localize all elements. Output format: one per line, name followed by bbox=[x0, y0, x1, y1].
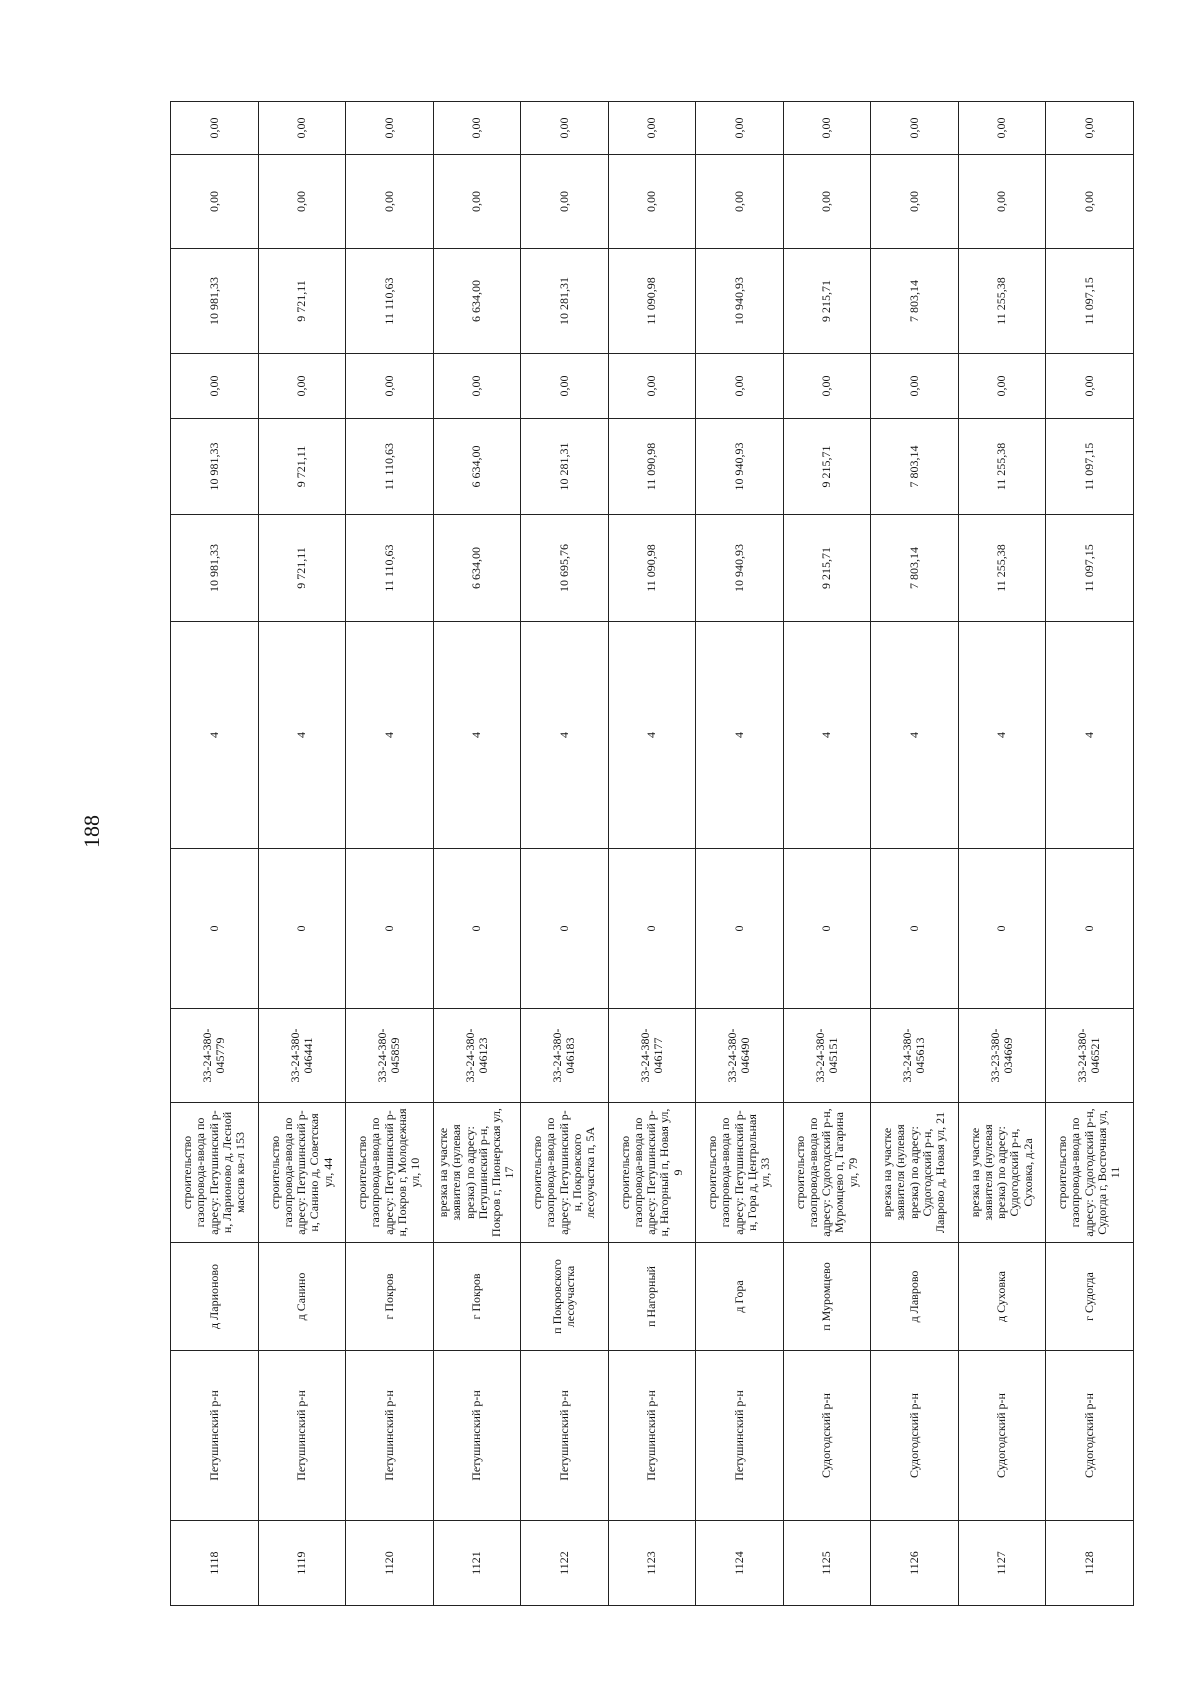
description-cell: строительство газопровода-ввода по адресу: Петушинский р-н, Ларионово д, Лесной массив кв-л 153 bbox=[171, 1103, 259, 1243]
locality-cell: д Лаврово bbox=[871, 1243, 959, 1351]
row-number-cell: 1122 bbox=[521, 1521, 609, 1606]
amount-cell: 0,00 bbox=[958, 354, 1046, 419]
amount-cell: 9 721,11 bbox=[258, 249, 346, 354]
amount-cell: 10 981,33 bbox=[171, 515, 259, 622]
amount-cell: 0,00 bbox=[171, 155, 259, 249]
amount-cell: 9 215,71 bbox=[783, 419, 871, 515]
row-number-cell: 1127 bbox=[958, 1521, 1046, 1606]
amount-cell: 0,00 bbox=[696, 102, 784, 155]
value-cell: 4 bbox=[521, 622, 609, 849]
value-cell: 4 bbox=[433, 622, 521, 849]
locality-cell: г Покров bbox=[433, 1243, 521, 1351]
row-number-cell: 1118 bbox=[171, 1521, 259, 1606]
table-row bbox=[521, 102, 609, 1606]
description-cell: строительство газопровода-ввода по адресу: Петушинский р-н, Нагорный п, Новая ул, 9 bbox=[608, 1103, 696, 1243]
description-cell: строительство газопровода-ввода по адресу: Петушинский р-н, Гора д, Центральная ул, 33 bbox=[696, 1103, 784, 1243]
locality-cell: п Покровского лесоучастка bbox=[521, 1243, 609, 1351]
amount-cell: 0,00 bbox=[608, 354, 696, 419]
amount-cell: 11 090,98 bbox=[608, 419, 696, 515]
amount-cell: 0,00 bbox=[783, 354, 871, 419]
amount-cell: 0,00 bbox=[521, 155, 609, 249]
amount-cell: 6 634,00 bbox=[433, 419, 521, 515]
table-row bbox=[696, 102, 784, 1606]
amount-cell: 0,00 bbox=[871, 155, 959, 249]
amount-cell: 11 097,15 bbox=[1046, 419, 1134, 515]
value-cell: 4 bbox=[258, 622, 346, 849]
amount-cell: 0,00 bbox=[258, 102, 346, 155]
amount-cell: 0,00 bbox=[258, 155, 346, 249]
amount-cell: 10 281,31 bbox=[521, 249, 609, 354]
row-number-cell: 1119 bbox=[258, 1521, 346, 1606]
locality-cell: г Покров bbox=[346, 1243, 434, 1351]
amount-cell: 10 695,76 bbox=[521, 515, 609, 622]
table-row bbox=[871, 102, 959, 1606]
table-row bbox=[258, 102, 346, 1606]
value-cell: 0 bbox=[1046, 849, 1134, 1009]
amount-cell: 9 721,11 bbox=[258, 515, 346, 622]
value-cell: 0 bbox=[783, 849, 871, 1009]
amount-cell: 0,00 bbox=[346, 155, 434, 249]
amount-cell: 9 215,71 bbox=[783, 515, 871, 622]
table-row bbox=[1046, 102, 1134, 1606]
description-cell: строительство газопровода-ввода по адресу: Петушинский р-н, Санино д, Советская ул, 44 bbox=[258, 1103, 346, 1243]
amount-cell: 0,00 bbox=[871, 102, 959, 155]
district-cell: Петушинский р-н bbox=[346, 1351, 434, 1521]
amount-cell: 11 090,98 bbox=[608, 515, 696, 622]
value-cell: 0 bbox=[346, 849, 434, 1009]
amount-cell: 0,00 bbox=[521, 102, 609, 155]
amount-cell: 0,00 bbox=[433, 354, 521, 419]
district-cell: Петушинский р-н bbox=[521, 1351, 609, 1521]
row-number-cell: 1126 bbox=[871, 1521, 959, 1606]
table-row bbox=[433, 102, 521, 1606]
description-cell: строительство газопровода-ввода по адресу: Петушинский р-н, Покров г, Молодежная ул, 10 bbox=[346, 1103, 434, 1243]
amount-cell: 11 255,38 bbox=[958, 419, 1046, 515]
description-cell: строительство газопровода-ввода по адресу: Судогодский р-н, Судогда г, Восточная ул, 11 bbox=[1046, 1103, 1134, 1243]
amount-cell: 6 634,00 bbox=[433, 515, 521, 622]
locality-cell: п Муромцево bbox=[783, 1243, 871, 1351]
locality-cell: д Санино bbox=[258, 1243, 346, 1351]
amount-cell: 0,00 bbox=[433, 155, 521, 249]
district-cell: Судогодский р-н bbox=[783, 1351, 871, 1521]
locality-cell: д Гора bbox=[696, 1243, 784, 1351]
amount-cell: 0,00 bbox=[1046, 155, 1134, 249]
amount-cell: 0,00 bbox=[1046, 102, 1134, 155]
cadastral-number-cell: 33-24-380-045613 bbox=[871, 1009, 959, 1103]
description-cell: врезка на участке заявителя (нулевая врезка) по адресу: Судогодский р-н, Суховка, д.2а bbox=[958, 1103, 1046, 1243]
cadastral-number-cell: 33-24-380-046177 bbox=[608, 1009, 696, 1103]
district-cell: Петушинский р-н bbox=[433, 1351, 521, 1521]
amount-cell: 0,00 bbox=[433, 102, 521, 155]
amount-cell: 11 110,63 bbox=[346, 249, 434, 354]
amount-cell: 0,00 bbox=[171, 354, 259, 419]
cadastral-number-cell: 33-24-380-045151 bbox=[783, 1009, 871, 1103]
amount-cell: 7 803,14 bbox=[871, 249, 959, 354]
amount-cell: 10 981,33 bbox=[171, 249, 259, 354]
description-cell: строительство газопровода-ввода по адресу: Судогодский р-н, Муромцево п, Гагарина ул, 79 bbox=[783, 1103, 871, 1243]
table-frame bbox=[170, 102, 1133, 1606]
locality-cell: д Суховка bbox=[958, 1243, 1046, 1351]
value-cell: 0 bbox=[958, 849, 1046, 1009]
value-cell: 4 bbox=[608, 622, 696, 849]
amount-cell: 0,00 bbox=[871, 354, 959, 419]
amount-cell: 0,00 bbox=[608, 102, 696, 155]
amount-cell: 11 090,98 bbox=[608, 249, 696, 354]
value-cell: 4 bbox=[1046, 622, 1134, 849]
district-cell: Судогодский р-н bbox=[958, 1351, 1046, 1521]
table-row bbox=[171, 102, 259, 1606]
amount-cell: 0,00 bbox=[783, 155, 871, 249]
district-cell: Петушинский р-н bbox=[258, 1351, 346, 1521]
value-cell: 0 bbox=[696, 849, 784, 1009]
district-cell: Судогодский р-н bbox=[1046, 1351, 1134, 1521]
cadastral-number-cell: 33-24-380-045859 bbox=[346, 1009, 434, 1103]
row-number-cell: 1123 bbox=[608, 1521, 696, 1606]
cadastral-number-cell: 33-23-380-034669 bbox=[958, 1009, 1046, 1103]
cadastral-number-cell: 33-24-380-046183 bbox=[521, 1009, 609, 1103]
table-row bbox=[608, 102, 696, 1606]
cadastral-number-cell: 33-24-380-045779 bbox=[171, 1009, 259, 1103]
district-cell: Петушинский р-н bbox=[696, 1351, 784, 1521]
value-cell: 4 bbox=[958, 622, 1046, 849]
amount-cell: 0,00 bbox=[171, 102, 259, 155]
amount-cell: 0,00 bbox=[346, 102, 434, 155]
amount-cell: 0,00 bbox=[783, 102, 871, 155]
value-cell: 4 bbox=[783, 622, 871, 849]
value-cell: 4 bbox=[346, 622, 434, 849]
row-number-cell: 1128 bbox=[1046, 1521, 1134, 1606]
row-number-cell: 1125 bbox=[783, 1521, 871, 1606]
description-cell: врезка на участке заявителя (нулевая врезка) по адресу: Судогодский р-н, Лаврово д, Новая ул, 21 bbox=[871, 1103, 959, 1243]
amount-cell: 11 255,38 bbox=[958, 249, 1046, 354]
table-row bbox=[783, 102, 871, 1606]
amount-cell: 11 097,15 bbox=[1046, 515, 1134, 622]
description-cell: строительство газопровода-ввода по адресу: Петушинский р-н, Покровского лесоучастка п, 5А bbox=[521, 1103, 609, 1243]
amount-cell: 0,00 bbox=[1046, 354, 1134, 419]
value-cell: 0 bbox=[258, 849, 346, 1009]
amount-cell: 0,00 bbox=[958, 102, 1046, 155]
value-cell: 4 bbox=[171, 622, 259, 849]
amount-cell: 0,00 bbox=[958, 155, 1046, 249]
locality-cell: г Судогда bbox=[1046, 1243, 1134, 1351]
amount-cell: 10 981,33 bbox=[171, 419, 259, 515]
district-cell: Петушинский р-н bbox=[171, 1351, 259, 1521]
table-row bbox=[958, 102, 1046, 1606]
page-number: 188 bbox=[79, 815, 104, 848]
value-cell: 0 bbox=[521, 849, 609, 1009]
amount-cell: 11 097,15 bbox=[1046, 249, 1134, 354]
amount-cell: 11 255,38 bbox=[958, 515, 1046, 622]
row-number-cell: 1124 bbox=[696, 1521, 784, 1606]
locality-cell: п Нагорный bbox=[608, 1243, 696, 1351]
amount-cell: 11 110,63 bbox=[346, 515, 434, 622]
value-cell: 0 bbox=[871, 849, 959, 1009]
value-cell: 0 bbox=[433, 849, 521, 1009]
value-cell: 0 bbox=[608, 849, 696, 1009]
row-number-cell: 1121 bbox=[433, 1521, 521, 1606]
cadastral-number-cell: 33-24-380-046123 bbox=[433, 1009, 521, 1103]
row-number-cell: 1120 bbox=[346, 1521, 434, 1606]
amount-cell: 10 281,31 bbox=[521, 419, 609, 515]
amount-cell: 10 940,93 bbox=[696, 419, 784, 515]
amount-cell: 0,00 bbox=[608, 155, 696, 249]
amount-cell: 0,00 bbox=[696, 354, 784, 419]
amount-cell: 7 803,14 bbox=[871, 515, 959, 622]
amount-cell: 0,00 bbox=[696, 155, 784, 249]
value-cell: 4 bbox=[696, 622, 784, 849]
cadastral-number-cell: 33-24-380-046441 bbox=[258, 1009, 346, 1103]
amount-cell: 11 110,63 bbox=[346, 419, 434, 515]
amount-cell: 10 940,93 bbox=[696, 515, 784, 622]
amount-cell: 0,00 bbox=[258, 354, 346, 419]
amount-cell: 9 721,11 bbox=[258, 419, 346, 515]
cadastral-number-cell: 33-24-380-046490 bbox=[696, 1009, 784, 1103]
amount-cell: 9 215,71 bbox=[783, 249, 871, 354]
description-cell: врезка на участке заявителя (нулевая врезка) по адресу: Петушинский р-н, Покров г, Пионерская ул, 17 bbox=[433, 1103, 521, 1243]
table-row bbox=[346, 102, 434, 1606]
district-cell: Петушинский р-н bbox=[608, 1351, 696, 1521]
amount-cell: 0,00 bbox=[346, 354, 434, 419]
value-cell: 4 bbox=[871, 622, 959, 849]
amount-cell: 10 940,93 bbox=[696, 249, 784, 354]
locality-cell: д Ларионово bbox=[171, 1243, 259, 1351]
amount-cell: 6 634,00 bbox=[433, 249, 521, 354]
value-cell: 0 bbox=[171, 849, 259, 1009]
amount-cell: 0,00 bbox=[521, 354, 609, 419]
amount-cell: 7 803,14 bbox=[871, 419, 959, 515]
district-cell: Судогодский р-н bbox=[871, 1351, 959, 1521]
data-table bbox=[170, 101, 1134, 1606]
cadastral-number-cell: 33-24-380-046521 bbox=[1046, 1009, 1134, 1103]
